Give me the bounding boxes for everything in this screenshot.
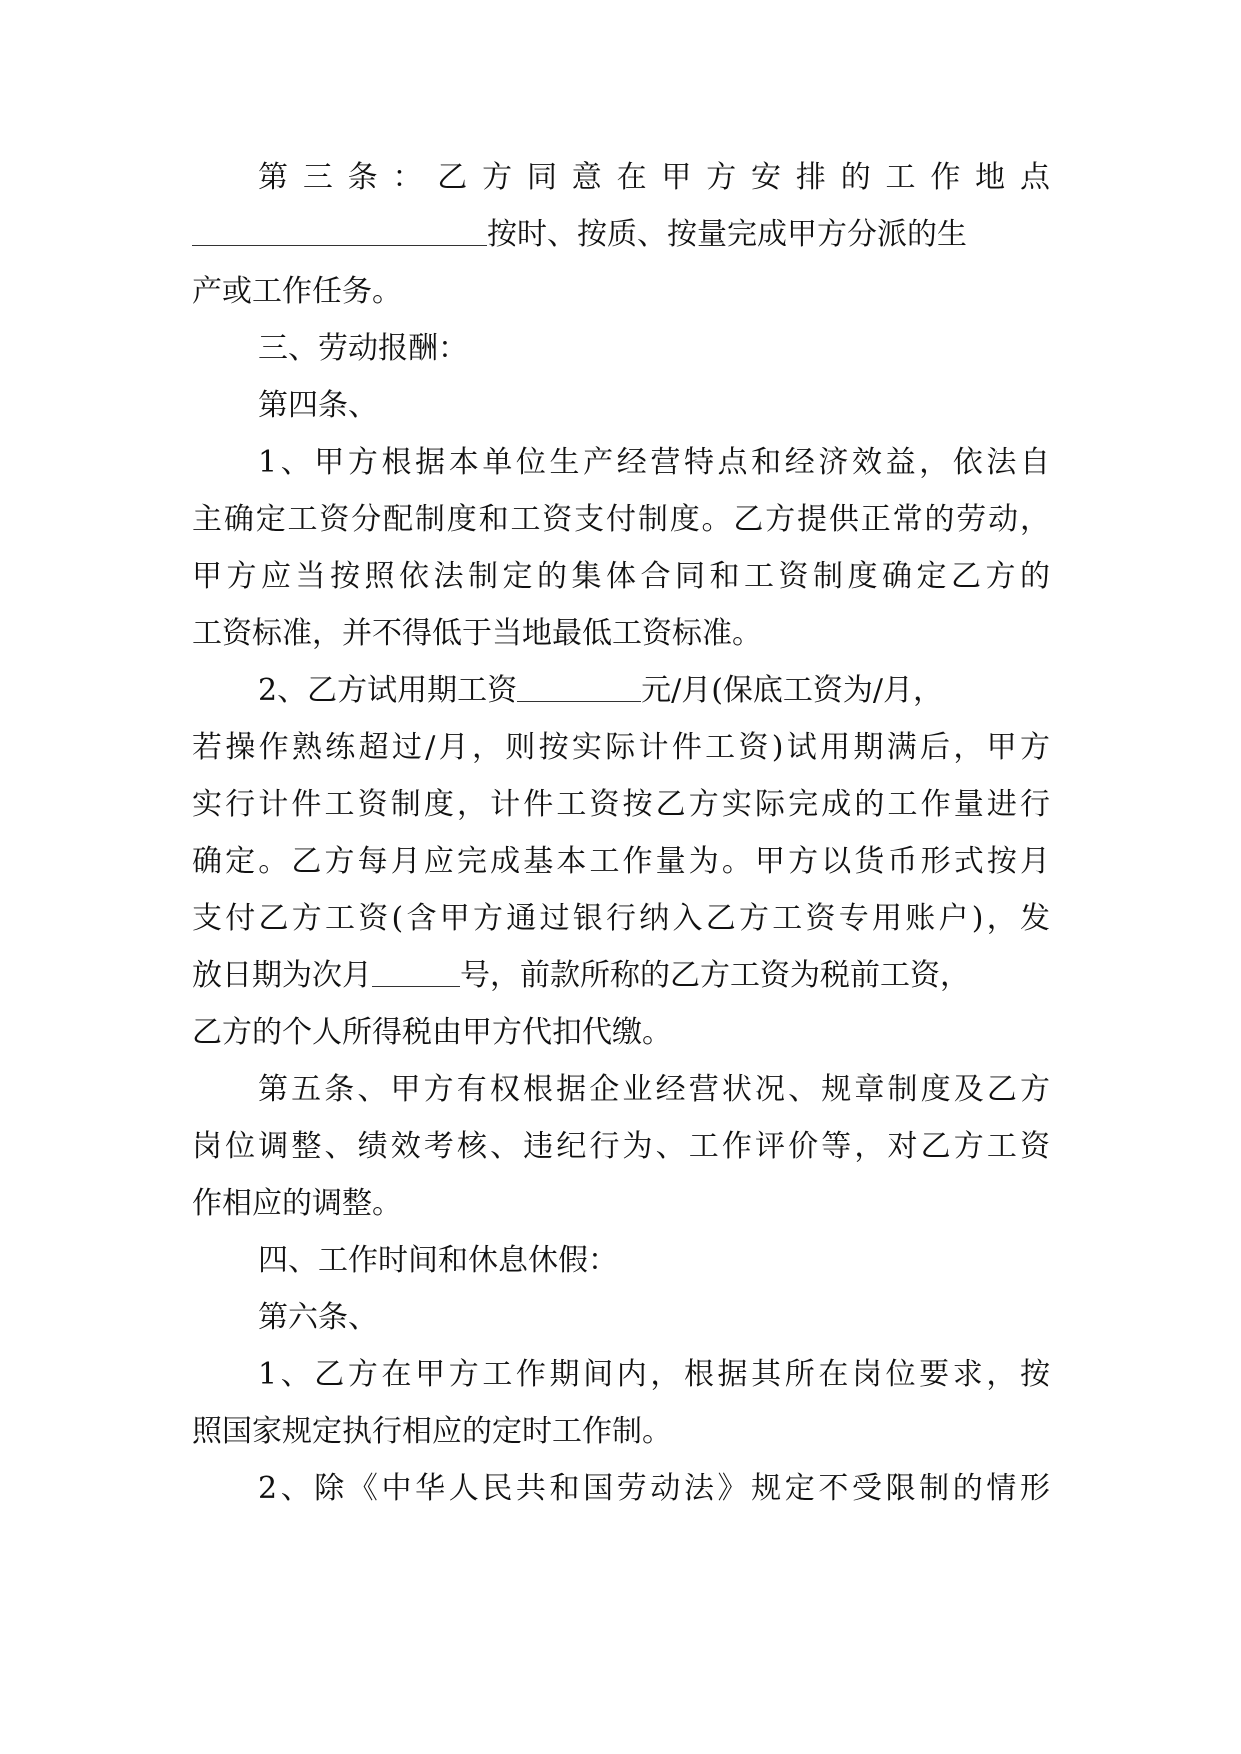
article-4-item-2-line-7: 乙方的个人所得税由甲方代扣代缴。: [192, 1015, 672, 1050]
article-4-item-1-line-3: 甲方应当按照依法制定的集体合同和工资制度确定乙方的: [192, 559, 1050, 594]
section-heading-working-hours: 四、工作时间和休息休假：: [258, 1243, 618, 1278]
article-4-item-2-line-5: 支付乙方工资(含甲方通过银行纳入乙方工资专用账户)，发: [192, 901, 1050, 936]
article-4-item-2-line-3: 实行计件工资制度，计件工资按乙方实际完成的工作量进行: [192, 787, 1050, 822]
article-4-item-1-line-4: 工资标准，并不得低于当地最低工资标准。: [192, 616, 762, 651]
article-5-line-1: 第五条、甲方有权根据企业经营状况、规章制度及乙方: [258, 1072, 1050, 1107]
line-text: 2、乙方试用期工资: [258, 673, 518, 708]
paragraph-article-3-line-2: [192, 212, 1050, 258]
section-heading-remuneration: 三、劳动报酬：: [258, 331, 468, 366]
paragraph-article-3-line-3: 产或工作任务。: [192, 274, 402, 309]
article-4-item-2-line-2: 若操作熟练超过/月，则按实际计件工资)试用期满后，甲方: [192, 730, 1050, 765]
article-4-item-2-line-6: [192, 953, 1050, 999]
line-text: 放日期为次月: [192, 958, 372, 993]
article-5-line-2: 岗位调整、绩效考核、违纪行为、工作评价等，对乙方工资: [192, 1129, 1050, 1164]
line-text: 号，前款所称的乙方工资为税前工资，: [460, 958, 970, 993]
paragraph-article-3-line-1: 第三条：乙方同意在甲方安排的工作地点: [258, 160, 1050, 195]
blank-pay-day: [372, 956, 460, 987]
line-text: 元/月(保底工资为/月，: [641, 673, 944, 708]
article-6-item-2-line-1: 2、除《中华人民共和国劳动法》规定不受限制的情形: [258, 1471, 1050, 1506]
article-6-item-1-line-1: 1、乙方在甲方工作期间内，根据其所在岗位要求，按: [258, 1357, 1050, 1392]
line-text: 按时、按质、按量完成甲方分派的生: [487, 217, 967, 252]
article-4-item-1-line-1: 1、甲方根据本单位生产经营特点和经济效益，依法自: [258, 445, 1050, 480]
article-6-heading: 第六条、: [258, 1300, 378, 1335]
article-4-item-2-line-4: 确定。乙方每月应完成基本工作量为。甲方以货币形式按月: [192, 844, 1050, 879]
article-6-item-1-line-2: 照国家规定执行相应的定时工作制。: [192, 1414, 672, 1449]
article-4-heading: 第四条、: [258, 388, 378, 423]
article-4-item-1-line-2: 主确定工资分配制度和工资支付制度。乙方提供正常的劳动，: [192, 502, 1050, 537]
blank-work-location: [192, 215, 487, 246]
article-4-item-2-line-1: [258, 668, 1050, 714]
article-5-line-3: 作相应的调整。: [192, 1186, 402, 1221]
blank-probation-wage: [517, 671, 641, 702]
